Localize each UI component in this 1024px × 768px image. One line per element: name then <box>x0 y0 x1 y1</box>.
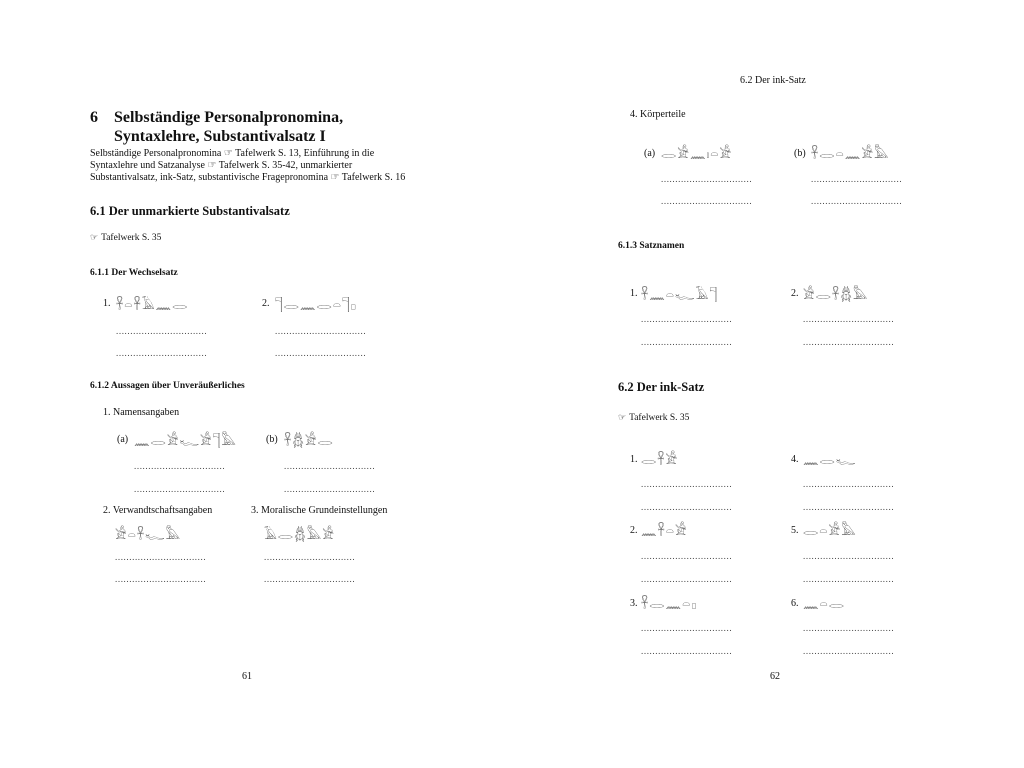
answer-line: ................................ <box>641 314 733 324</box>
exercise-label: 5. <box>791 525 799 536</box>
answer-line: ................................ <box>803 502 895 512</box>
answer-line: ................................ <box>803 479 895 489</box>
answer-line: ................................ <box>641 502 733 512</box>
list-item: 2. Verwandtschaftsangaben <box>103 505 213 516</box>
chapter-heading <box>90 108 420 148</box>
hieroglyph-text: 𓋹𓂋𓈖𓏏𓊪 <box>641 597 698 612</box>
answer-line: ................................ <box>661 174 753 184</box>
hieroglyph-text: 𓀀𓏏𓋹𓆑𓅓 <box>115 528 182 543</box>
running-head: 6.2 Der ink-Satz <box>740 75 806 86</box>
answer-line: ................................ <box>803 551 895 561</box>
answer-line: ................................ <box>803 646 895 656</box>
exercise-label: 3. <box>630 598 638 609</box>
chapter-title: Selbständige Personalpronomina, Syntaxlehre, Substantivalsatz I <box>114 109 344 145</box>
answer-line: ................................ <box>641 551 733 561</box>
section-6-2-ref <box>618 413 689 423</box>
answer-line: ................................ <box>264 574 356 584</box>
answer-line: ................................ <box>134 461 226 471</box>
answer-line: ................................ <box>641 574 733 584</box>
answer-line: ................................ <box>811 196 903 206</box>
answer-line: ................................ <box>661 196 753 206</box>
list-item: 4. Körperteile <box>630 109 686 120</box>
section-6-1-title: 6.1 Der unmarkierte Substantivalsatz <box>90 204 290 218</box>
hieroglyph-text: 𓂋𓏏𓀀𓅓 <box>803 524 857 539</box>
exercise-label: (b) <box>794 148 806 159</box>
pointing-hand-icon: ☞ <box>618 413 627 423</box>
page-number: 62 <box>770 671 780 682</box>
exercise-label: 2. <box>262 298 270 309</box>
exercise-label: (a) <box>644 148 656 159</box>
list-item: 1. Namensangaben <box>103 407 180 418</box>
section-6-1-1-title: 6.1.1 Der Wechselsatz <box>90 268 178 278</box>
answer-line: ................................ <box>803 314 895 324</box>
hieroglyph-text: 𓈖𓋹𓏏𓀀 <box>641 524 688 539</box>
answer-line: ................................ <box>641 623 733 633</box>
section-6-2-ref-text: Tafelwerk S. 35 <box>629 413 690 423</box>
section-6-1-ref <box>90 233 161 243</box>
answer-line: ................................ <box>134 484 226 494</box>
answer-line: ................................ <box>264 552 356 562</box>
exercise-label: 1. <box>103 298 111 309</box>
pointing-hand-icon: ☞ <box>90 233 99 243</box>
section-6-1-ref-text: Tafelwerk S. 35 <box>101 233 162 243</box>
answer-line: ................................ <box>811 174 903 184</box>
right-page <box>512 0 1024 768</box>
answer-line: ................................ <box>116 326 208 336</box>
hieroglyph-text: 𓈖𓏏𓂋 <box>803 597 846 612</box>
hieroglyph-text: 𓋹𓈖𓏏𓆑𓄿𓊹 <box>641 288 718 303</box>
exercise-label: 2. <box>791 288 799 299</box>
hieroglyph-text: 𓂋𓋹𓀀 <box>641 453 679 468</box>
exercise-label: (b) <box>266 434 278 445</box>
answer-line: ................................ <box>803 574 895 584</box>
hieroglyph-text: 𓋹𓂋𓏏𓈖𓀀𓅓 <box>811 147 890 162</box>
hieroglyph-text: 𓊹𓂋𓈖𓂋𓏏𓊹𓊪 <box>275 298 357 313</box>
answer-line: ................................ <box>641 646 733 656</box>
answer-line: ................................ <box>803 623 895 633</box>
hieroglyph-text: 𓀀𓂋𓋹𓆣𓅓 <box>803 288 869 303</box>
chapter-number: 6 <box>90 109 98 126</box>
section-6-2-title: 6.2 Der ink-Satz <box>618 380 705 394</box>
hieroglyph-text: 𓄿𓂋𓆣𓅓𓀀 <box>264 528 335 543</box>
answer-line: ................................ <box>275 348 367 358</box>
section-6-1-2-title: 6.1.2 Aussagen über Unveräußerliches <box>90 381 245 391</box>
chapter-intro: Selbständige Personalpronomina ☞ Tafelwerk S. 13, Einführung in die Syntaxlehre und Satzanalyse ☞ Tafelwerk S. 35-42, unmarkierter Substantivalsatz, ink-Satz, substantivische Fragepronomina ☞ Tafelwerk S. 16 <box>90 148 406 183</box>
hieroglyph-text: 𓈖𓂋𓆑 <box>803 453 857 468</box>
exercise-label: 4. <box>791 454 799 465</box>
section-6-1-3-title: 6.1.3 Satznamen <box>618 241 685 251</box>
exercise-label: 2. <box>630 525 638 536</box>
answer-line: ................................ <box>641 479 733 489</box>
answer-line: ................................ <box>641 337 733 347</box>
hieroglyph-text: 𓈖𓂋𓀀𓆑𓀀𓊹𓅓 <box>134 434 237 449</box>
page-number: 61 <box>242 671 252 682</box>
answer-line: ................................ <box>115 552 207 562</box>
answer-line: ................................ <box>116 348 208 358</box>
hieroglyph-text: 𓋹𓏏𓋹𓄿𓈖𓂋 <box>116 298 189 313</box>
list-item: 3. Moralische Grundeinstellungen <box>251 505 388 516</box>
exercise-label: 1. <box>630 454 638 465</box>
exercise-label: 1. <box>630 288 638 299</box>
answer-line: ................................ <box>284 461 376 471</box>
answer-line: ................................ <box>284 484 376 494</box>
answer-line: ................................ <box>115 574 207 584</box>
exercise-label: (a) <box>117 434 129 445</box>
answer-line: ................................ <box>275 326 367 336</box>
hieroglyph-text: 𓋹𓆣𓀀𓂋 <box>284 434 334 449</box>
answer-line: ................................ <box>803 337 895 347</box>
exercise-label: 6. <box>791 598 799 609</box>
hieroglyph-text: 𓂋𓀀𓈖𓏤𓏏𓀀 <box>661 147 733 162</box>
